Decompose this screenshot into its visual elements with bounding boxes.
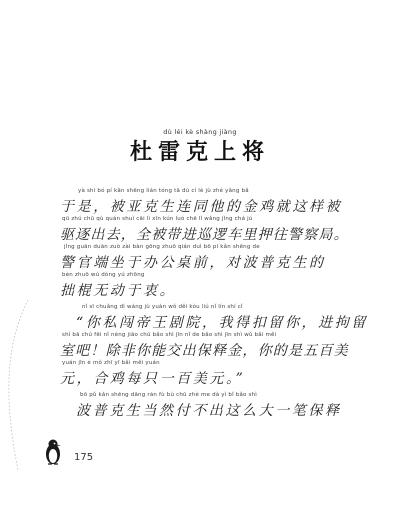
line-text: “你私闯帝王剧院，我得扣留你，进拘留 (76, 315, 368, 331)
page-number: 175 (74, 452, 94, 463)
line-pinyin: yuán jīn é mǒ zhī yī bǎi měi yuán (62, 360, 160, 366)
line-pinyin: bèn zhuō wú dòng yú zhōng (62, 272, 145, 278)
decorative-curve (0, 300, 30, 470)
line-pinyin: yà shì bó pí kǎn shēng lián tóng tā dú cí lè jù zhé yǎng bǎ (78, 188, 249, 194)
line-text: 驱逐出去，全被带进巡逻车里押往警察局。 (60, 227, 349, 243)
penguin-icon (42, 438, 64, 466)
line-pinyin: qū zhú chū qù quán shuì cāi lì xīn kún luó chē lǐ wǎng jǐng chá jú (62, 216, 253, 222)
line-pinyin: jǐng guān duān zuò zài bàn gōng zhuō qián duì bō pí kǎn shēng de (64, 244, 260, 250)
line-text: 波普克生当然付不出这么大一笔保释 (76, 403, 342, 419)
line-text: 警官端坐于办公桌前，对波普克生的 (60, 255, 326, 271)
chapter-title: 杜雷克上将 (129, 140, 270, 165)
line-text: 元，合鸡每只一百美元。” (60, 371, 246, 387)
line-pinyin: shì bā chú fēi nǐ néng jiāo chū bǎo shì jīn nǐ de bǎo shì jīn shì wǔ bǎi měi (62, 332, 277, 338)
line-text: 拙棍无动于衷。 (60, 283, 177, 299)
line-text: 于是，被亚克生连同他的金鸡就这样被 (60, 199, 343, 215)
line-text: 室吧！除非你能交出保释金，你的是五百美 (60, 343, 349, 359)
line-pinyin: nǐ sī chuǎng dì wáng jù yuàn wǒ děi kòu liú nǐ lín shí cǐ (82, 304, 243, 310)
line-pinyin: bō pǔ kǎn shēng dāng rán fù bù chū zhè me dà yì bǐ bǎo shì (80, 392, 258, 398)
title-pinyin: dù léi kè shàng jiàng (163, 128, 237, 136)
